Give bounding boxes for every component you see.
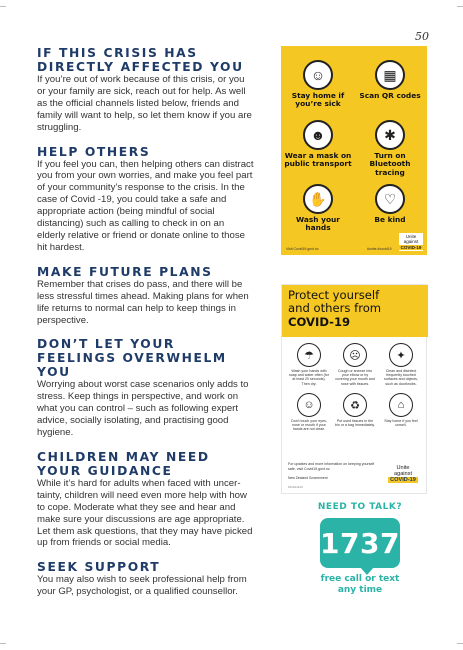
logo-covid-text: COVID-19 (400, 245, 422, 250)
callout-footer: free call or text (320, 574, 400, 584)
bin-icon: ♻ (343, 393, 367, 417)
protect-yourself-poster (281, 284, 427, 494)
section-body: Worrying about worst case scenarios only adds to stress. Keep things in perspective, and work on what you can control – such as following expert advice, socially isolating, and practising good hygiene. (37, 379, 249, 439)
poster-code: MOH11120 (288, 485, 303, 489)
poster-item (283, 60, 353, 109)
logo-text: Unite against (393, 465, 413, 477)
poster-item (286, 343, 332, 386)
mask-icon: ☻ (303, 120, 333, 150)
section-children (37, 450, 254, 549)
cough-icon: ☹ (343, 343, 367, 367)
home-icon: ⌂ (389, 393, 413, 417)
crop-mark (457, 643, 463, 644)
covid-guidance-poster (281, 46, 427, 255)
poster-item (332, 343, 378, 386)
poster-item-text: Stay home if you feel unwell. (384, 419, 418, 428)
section-heading: IF THIS CRISIS HAS DIRECTLY AFFECTED YOU (37, 46, 244, 74)
poster-item-label: Turn on Bluetooth tracing (369, 151, 411, 177)
need-to-talk-callout (300, 502, 420, 596)
poster-title-line: and others from (288, 301, 382, 316)
section-future-plans (37, 265, 254, 327)
poster-title-line: Protect yourself (288, 288, 380, 302)
poster-item-text: Don’t touch your eyes, nose or mouth if your hands are not clean. (291, 419, 327, 432)
helpline-number: 1737 (320, 518, 400, 568)
poster-item (355, 184, 425, 224)
poster-item (378, 343, 424, 386)
crop-mark (0, 643, 6, 644)
section-body: You may also wish to seek professional help from your GP, psychologist, or a qualified counsellor. (37, 574, 247, 598)
spray-icon: ✦ (389, 343, 413, 367)
hands-icon: ✋ (303, 184, 333, 214)
section-body: Remember that crises do pass, and there will be less stressful times ahead. Making plans for when life returns to normal can help to keep things in perspective. (37, 278, 249, 326)
poster-item (286, 393, 332, 432)
logo-text: Unite against (403, 234, 419, 244)
poster-item (378, 393, 424, 427)
poster-item (332, 393, 378, 427)
poster-item (283, 184, 353, 233)
person-icon: ☺ (303, 60, 333, 90)
section-heading: SEEK SUPPORT (37, 560, 161, 575)
section-body: If you feel you can, then helping others can distract you from your own worries, and make you feel part of your community’s response to the crisis. In the case of Covid -19, you could take a safe and appropriate action (being mindful of social distancing) such as calling to check in on an elderly relative or friend or donate online to those hit hardest. (37, 158, 254, 253)
section-heading: CHILDREN MAY NEED YOUR GUIDANCE (37, 449, 210, 478)
section-seek-support (37, 560, 254, 598)
poster-header (282, 285, 428, 337)
government-credit: New Zealand Government (288, 476, 328, 480)
bluetooth-icon: ✱ (375, 120, 405, 150)
poster-item-label: Wear a mask on public transport (284, 151, 352, 169)
poster-item-text: Clean and disinfect frequently touched surfaces and objects, such as doorknobs. (384, 369, 418, 386)
crop-mark (0, 6, 6, 7)
poster-footer-tags: #unite #covid19 (367, 247, 392, 251)
section-heading: DON’T LET YOUR FEELINGS OVERWHELM YOU (37, 337, 227, 380)
poster-item-text: Put used tissues in the bin or a bag immediately. (335, 419, 375, 428)
section-body: If you’re out of work because of this crisis, or you or your family are sick, reach out for help. As well as the official channels listed below, friends and family will want to help, so let them know if you are struggling. (37, 74, 252, 133)
callout-heading: NEED TO TALK? (317, 502, 403, 512)
poster-item-label: Wash your hands (296, 215, 340, 233)
poster-item-label: Be kind (374, 215, 406, 224)
poster-item-text: Wash your hands with soap and water often (for at least 20 seconds). Then dry. (289, 369, 329, 386)
qr-code-icon: ▦ (375, 60, 405, 90)
handwash-icon: ☂ (297, 343, 321, 367)
logo-covid-text: COVID-19 (388, 477, 418, 483)
section-feelings (37, 337, 254, 439)
poster-footer-text: For updates and more information on keeping yourself safe, visit Covid19.govt.nz (288, 462, 375, 471)
poster-item (283, 120, 353, 169)
poster-footer-link: Visit Covid19.govt.nz (286, 247, 319, 251)
callout-footer: any time (337, 585, 383, 595)
page-number: 50 (415, 30, 429, 43)
section-help-others (37, 145, 254, 254)
poster-item-label: Stay home if you’re sick (291, 91, 345, 109)
face-icon: ☺ (297, 393, 321, 417)
section-crisis (37, 46, 254, 134)
unite-against-covid-logo (399, 233, 423, 251)
unite-against-covid-logo (388, 465, 418, 483)
poster-item-label: Scan QR codes (359, 91, 421, 100)
poster-item (355, 120, 425, 177)
section-body: While it’s hard for adults when faced with uncer-tainty, children will need even more help with how to cope. Moderate what they see and hear and make sure your discussions are age appropriate. Let them ask questions, that they may have picked up from friends or social media. (37, 477, 253, 549)
section-heading: HELP OTHERS (37, 144, 151, 159)
article-column (37, 46, 254, 609)
poster-item-text: Cough or sneeze into your elbow or by covering your mouth and nose with tissues. (335, 369, 375, 386)
poster-item (355, 60, 425, 100)
crop-mark (457, 6, 463, 7)
poster-title-line: COVID-19 (288, 314, 351, 329)
section-heading: MAKE FUTURE PLANS (37, 264, 213, 279)
heart-icon: ♡ (375, 184, 405, 214)
